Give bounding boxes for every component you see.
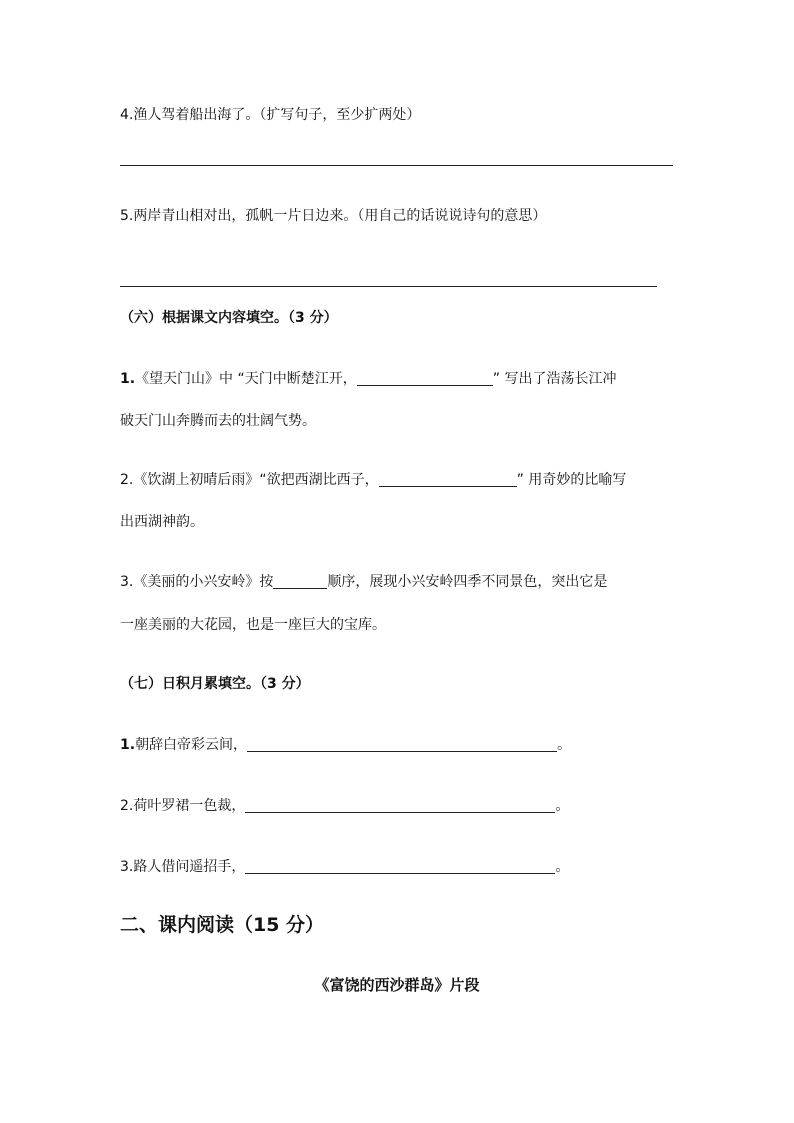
item-end: 。 [555, 798, 570, 814]
section-6-item-2 [120, 470, 626, 490]
item-number: 2. [120, 798, 134, 814]
item-number: 1. [120, 737, 136, 753]
question-5-text: 5.两岸青山相对出，孤帆一片日边来。（用自己的话说说诗句的意思） [120, 208, 547, 224]
item-number: 2. [120, 472, 134, 488]
answer-line-q4[interactable] [120, 165, 673, 166]
section-6-item-2-cont: 出西湖神韵。 [120, 514, 204, 530]
item-text-after: 顺序，展现小兴安岭四季不同景色，突出它是 [327, 574, 608, 590]
section-7-item-3 [120, 857, 569, 877]
section-7-item-1 [120, 735, 571, 755]
item-number: 3. [120, 574, 134, 590]
item-text: 路人借问遥招手， [133, 859, 246, 875]
section-7-item-2 [120, 796, 569, 816]
section-6-item-1 [120, 369, 616, 389]
fill-blank[interactable] [273, 572, 327, 589]
item-end: 。 [555, 859, 570, 875]
fill-blank[interactable] [245, 796, 555, 813]
item-text-before: 《饮湖上初晴后雨》“欲把西湖比西子， [133, 472, 379, 488]
item-number: 3. [120, 859, 134, 875]
fill-blank[interactable] [245, 857, 555, 874]
item-text-before: 《美丽的小兴安岭》按 [133, 574, 274, 590]
part-2-heading: 二、课内阅读（15 分） [120, 914, 325, 936]
section-6-heading: （六）根据课文内容填空。（3 分） [120, 310, 338, 326]
section-6-item-3-cont: 一座美丽的大花园，也是一座巨大的宝库。 [120, 617, 386, 633]
item-text-after: ” 写出了浩荡长江冲 [492, 371, 617, 387]
question-4-text: 4.渔人驾着船出海了。（扩写句子，至少扩两处） [120, 107, 421, 123]
section-6-item-1-cont: 破天门山奔腾而去的壮阔气势。 [120, 413, 316, 429]
item-text: 朝辞白帝彩云间， [135, 737, 248, 753]
section-7-heading: （七）日积月累填空。（3 分） [120, 676, 310, 692]
answer-line-q5[interactable] [120, 286, 657, 287]
item-text-after: ” 用奇妙的比喻写 [516, 472, 627, 488]
item-text-before: 《望天门山》中 “天门中断楚江开， [135, 371, 357, 387]
fill-blank[interactable] [357, 369, 493, 386]
item-text: 荷叶罗裙一色裁， [133, 798, 246, 814]
question-4 [120, 105, 420, 125]
item-number: 1. [120, 371, 136, 387]
fill-blank[interactable] [379, 470, 517, 487]
passage-title: 《富饶的西沙群岛》片段 [314, 976, 480, 994]
item-end: 。 [557, 737, 572, 753]
section-6-item-3 [120, 572, 607, 592]
question-5 [120, 206, 546, 226]
fill-blank[interactable] [247, 735, 557, 752]
